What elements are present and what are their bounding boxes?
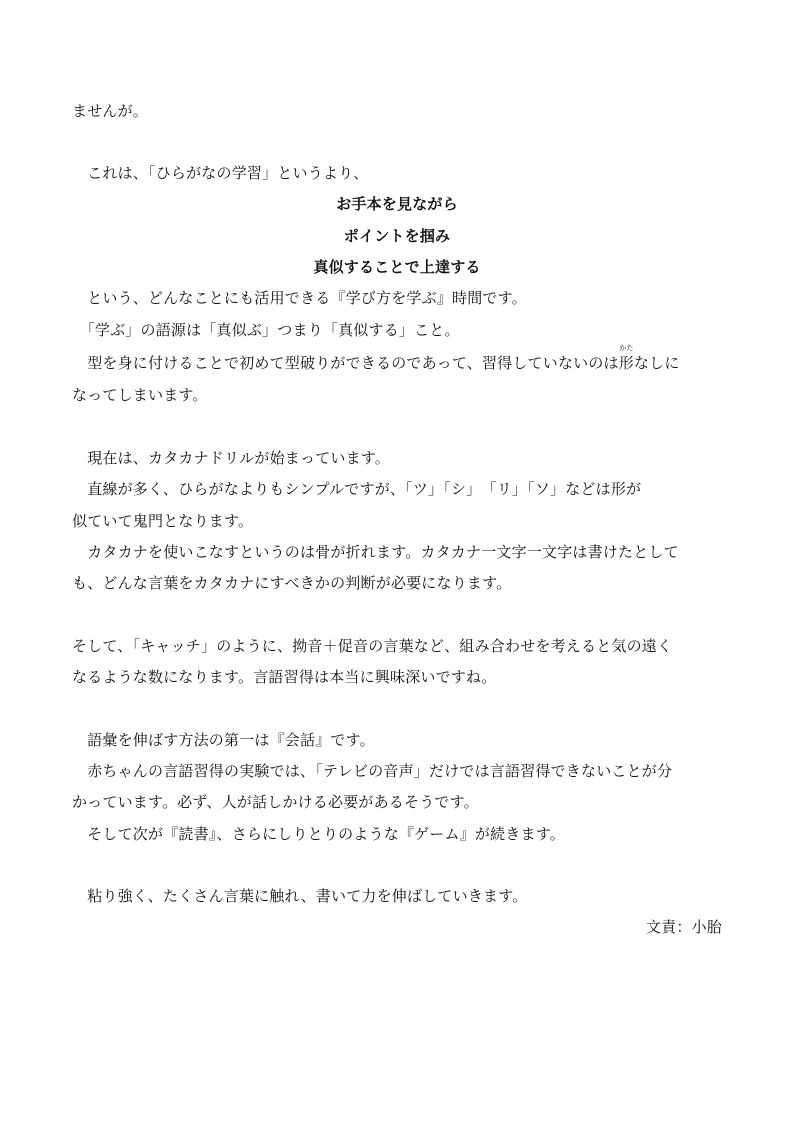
ruby-annotated-word <box>618 344 634 373</box>
paragraph-line: 似ていて鬼門となります。 <box>72 512 254 530</box>
paragraph-line: そして、「キャッチ」のように、拗音＋促音の言葉など、組み合わせを考えると気の遠く <box>72 637 673 655</box>
paragraph-line: 直線が多く、ひらがなよりもシンプルですが、「ツ」「シ」 「リ」「ソ」などは形が <box>72 480 642 498</box>
paragraph-line: カタカナを使いこなすというのは骨が折れます。カタカナ一文字一文字は書けたとして <box>72 543 679 561</box>
paragraph-line: なってしまいます。 <box>72 386 208 404</box>
paragraph-line: そして次が『読書』、さらにしりとりのような『ゲーム』が続きます。 <box>72 825 565 843</box>
text-segment: 型を身に付けることで初めて型破りができるのであって、習得していないのは <box>72 354 619 372</box>
ruby-base: 形 <box>618 354 634 372</box>
text-segment: なしに <box>633 354 680 372</box>
emphasis-line: お手本を見ながら <box>336 195 458 213</box>
paragraph-line: も、どんな言葉をカタカナにすべきかの判断が必要になります。 <box>72 574 512 592</box>
author-signature: 文責：小胎 <box>645 918 722 936</box>
emphasis-line: ポイントを掴み <box>343 227 451 245</box>
paragraph-line: 粘り強く、たくさん言葉に触れ、書いて力を伸ばしていきます。 <box>72 887 528 905</box>
ruby-reading: かた <box>619 344 634 352</box>
paragraph-line: 現在は、カタカナドリルが始まっています。 <box>72 449 391 467</box>
paragraph-line: 「学ぶ」の語源は「真似ぶ」つまり「真似する」こと。 <box>72 321 460 339</box>
paragraph-line: かっています。必ず、人が話しかける必要があるそうです。 <box>72 793 479 811</box>
paragraph-line: という、どんなことにも活用できる『学び方を学ぶ』時間です。 <box>72 289 527 307</box>
paragraph-line: 赤ちゃんの言語習得の実験では、「テレビの音声」だけでは言語習得できないことが分 <box>72 762 673 780</box>
emphasis-line: 真似することで上達する <box>313 258 481 276</box>
paragraph-line: これは、「ひらがなの学習」というより、 <box>72 164 369 182</box>
paragraph-line-with-ruby <box>72 344 722 373</box>
paragraph-line: 語彙を伸ばす方法の第一は『会話』です。 <box>72 731 375 749</box>
paragraph-line: ませんが。 <box>72 102 149 120</box>
paragraph-line: なるような数になります。言語習得は本当に興味深いですね。 <box>72 668 497 686</box>
